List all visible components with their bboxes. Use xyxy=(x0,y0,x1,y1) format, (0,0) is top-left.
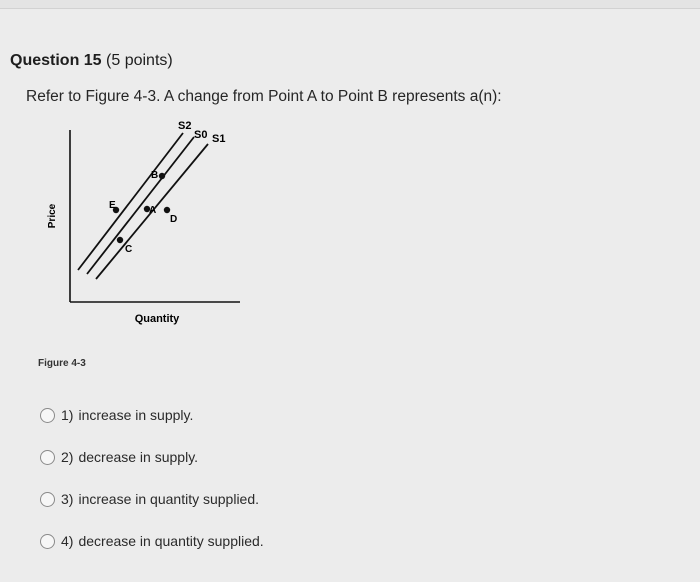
point-d xyxy=(164,207,170,213)
x-axis-label: Quantity xyxy=(134,313,180,325)
point-label-c: C xyxy=(125,244,133,255)
question-header xyxy=(10,52,173,70)
point-b xyxy=(159,173,165,179)
option-text: increase in supply. xyxy=(78,407,194,423)
question-prompt: Refer to Figure 4-3. A change from Point A to Point B represents a(n): xyxy=(26,88,502,105)
radio-button-icon[interactable] xyxy=(40,408,55,423)
figure-caption: Figure 4-3 xyxy=(38,358,86,369)
option-text: decrease in quantity supplied. xyxy=(78,533,264,549)
question-number: Question 15 xyxy=(10,52,102,69)
answer-options xyxy=(40,404,264,572)
answer-option-2[interactable] xyxy=(40,446,264,468)
figure-4-3 xyxy=(30,112,260,342)
supply-curve-s0 xyxy=(87,137,194,274)
top-rule xyxy=(0,0,700,9)
answer-option-4[interactable] xyxy=(40,530,264,552)
point-label-b: B xyxy=(151,170,159,181)
option-number: 4) xyxy=(61,533,74,549)
point-c xyxy=(117,237,123,243)
option-number: 3) xyxy=(61,491,74,507)
option-number: 2) xyxy=(61,449,74,465)
question-points: (5 points) xyxy=(106,52,173,69)
radio-button-icon[interactable] xyxy=(40,534,55,549)
option-text: decrease in supply. xyxy=(78,449,199,465)
point-label-e: E xyxy=(109,200,116,211)
point-label-d: D xyxy=(170,214,178,225)
option-number: 1) xyxy=(61,407,74,423)
curve-label-s2: S2 xyxy=(178,120,192,132)
curve-label-s0: S0 xyxy=(194,129,208,141)
point-label-a: A xyxy=(149,205,157,216)
answer-option-3[interactable] xyxy=(40,488,264,510)
radio-button-icon[interactable] xyxy=(40,492,55,507)
curve-label-s1: S1 xyxy=(212,133,226,145)
y-axis-label: Price xyxy=(47,203,58,229)
radio-button-icon[interactable] xyxy=(40,450,55,465)
answer-option-1[interactable] xyxy=(40,404,264,426)
option-text: increase in quantity supplied. xyxy=(78,491,260,507)
